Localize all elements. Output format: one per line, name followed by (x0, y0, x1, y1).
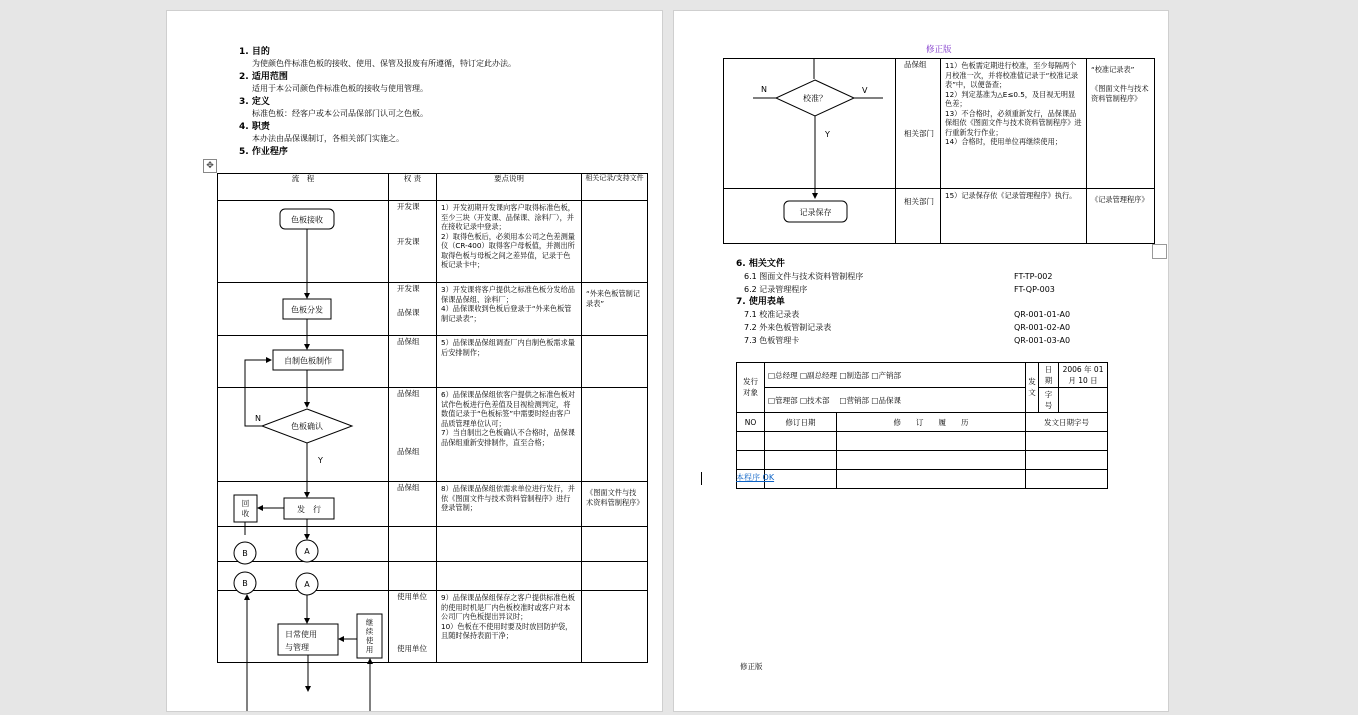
authority-cell (389, 201, 437, 283)
rev-cell[interactable] (737, 451, 765, 470)
authority-label: 品保课 (397, 308, 420, 317)
records-cell (582, 591, 648, 663)
authority-label: 品保组 (397, 389, 420, 398)
authority-label: 品保组 (397, 483, 420, 492)
description-text: 9）品保课品保组保存之客户提供标准色板的使用时机是厂内色板校准时或客户对本公司厂内色板提出异议时； 10）色板在不使用时要及时放回防护袋，且随时保持表面干净； (441, 593, 575, 640)
authority-label: 品保组 (397, 337, 420, 346)
list-item-name: 7.1 校准记录表 (744, 310, 800, 319)
send-label: 发 文 (1026, 363, 1039, 413)
description-text: 15）记录保存依《记录管理程序》执行。 (945, 191, 1077, 200)
records-cell (582, 562, 648, 591)
section-body: 本办法由品保课制订，各相关部门实施之。 (252, 134, 404, 143)
records-text: “校准记录表” 《图面文件与技术资料管制程序》 (1091, 65, 1149, 103)
header-records: 相关记录/支持文件 (582, 174, 648, 201)
description-text: 6）品保课品保组依客户提供之标准色板对试作色板进行色差值及目视检测判定，将数值记录于“色板标签”中需要时经由客户品质管理单位认可； 7）当自制出之色板确认不合格时，品保课品保组重新安排制作，直至合格； (441, 390, 575, 447)
list-item-name: 7.2 外来色板管制记录表 (744, 323, 832, 332)
description-text: 11）色板需定期进行校准，至少每隔两个月校准一次，并将校准值记录于“校准记录表”中，以便备查； 12）判定基准为△E≤0.5，及目视无明显色差； 13）不合格时，必须重新发行，品保课品保组依《图面文件与技术资料管制程序》进行重新发行作业； 14）合格时，使用单位再继续使用； (945, 61, 1082, 146)
col-no: NO (737, 413, 765, 432)
rev-cell[interactable] (765, 432, 837, 451)
description-cell (437, 388, 582, 482)
rev-cell[interactable] (837, 451, 1026, 470)
header-description: 要点说明 (437, 174, 582, 201)
header-authority: 权 责 (389, 174, 437, 201)
authority-label: 品保组 (397, 447, 420, 456)
section-title: 5. 作业程序 (239, 147, 288, 157)
revision-title: 修正版 (926, 45, 952, 55)
flow-label-receive: 色板接收 (291, 215, 323, 225)
records-cell (582, 201, 648, 283)
description-text: 5）品保课品保组调查厂内自制色板需求量后安排制作； (441, 338, 575, 357)
authority-label: 使用单位 (397, 644, 427, 653)
col-send-date: 发文日期字号 (1026, 413, 1108, 432)
description-cell (437, 591, 582, 663)
flow-label-issue: 发 行 (297, 505, 321, 514)
col-revision-history: 修 订 履 历 (837, 413, 1026, 432)
description-cell (437, 201, 582, 283)
description-cell (941, 189, 1087, 244)
section-title: 6. 相关文件 (736, 259, 785, 269)
description-cell (437, 336, 582, 388)
authority-label: 使用单位 (397, 592, 427, 601)
flow-connector-b-1-label: B (242, 549, 248, 558)
table-resize-handle[interactable] (1152, 244, 1167, 259)
authority-label: 相关部门 (904, 129, 934, 138)
list-item-code: FT-TP-002 (1014, 272, 1053, 281)
num-value (1059, 388, 1108, 413)
description-cell (437, 482, 582, 527)
flowchart-page-2 (723, 58, 895, 244)
flow-label-yes: Y (318, 456, 323, 465)
list-item-code: QR-001-02-A0 (1014, 323, 1071, 332)
table-move-handle-icon[interactable]: ✥ (203, 159, 217, 173)
records-text: 《记录管理程序》 (1091, 195, 1149, 204)
records-text (582, 566, 647, 570)
flow-label-daily-line1: 日常使用 (285, 630, 317, 639)
rev-cell[interactable] (765, 470, 837, 489)
list-item-code: QR-001-01-A0 (1014, 310, 1071, 319)
records-cell (582, 336, 648, 388)
rev-cell[interactable] (1026, 432, 1108, 451)
dist-boxes-row1: □总经理 □副总经理 □制造部 □产销部 (765, 363, 1026, 388)
authority-label: 开发课 (397, 237, 420, 246)
flow-label-continue: 继续使用 (365, 618, 374, 654)
distribution-table (736, 362, 1108, 489)
program-ok-link[interactable]: 本程序 OK (736, 473, 775, 482)
description-text: 8）品保课品保组依需求单位进行发行，并依《图面文件与技术资料管制程序》进行登录管制； (441, 484, 575, 512)
description-cell (437, 527, 582, 562)
records-cell (582, 283, 648, 336)
rev-cell[interactable] (837, 470, 1026, 489)
records-cell (1087, 59, 1155, 189)
list-item-code: FT-QP-003 (1014, 285, 1055, 294)
authority-cell (896, 189, 941, 244)
records-text: 《图面文件与技术资料管制程序》 (586, 488, 644, 507)
rev-cell[interactable] (1026, 470, 1108, 489)
records-text (582, 392, 647, 396)
list-item-code: QR-001-03-A0 (1014, 336, 1071, 345)
flow-label-confirm: 色板确认 (291, 422, 323, 431)
records-text (582, 531, 647, 535)
authority-cell (896, 59, 941, 189)
description-text: 1）开发初期开发课向客户取得标准色板，至少三块（开发课、品保课、涂料厂），并在接收记录中登录； 2）取得色板后，必须用本公司之色差测量仪（CR-400）取得客户母板值，并测出所取得色板与母板之间之差异值，记录于色板记录卡中； (441, 203, 575, 269)
flow-label-y: Y (825, 130, 830, 139)
flow-label-n: N (761, 85, 767, 94)
description-text (437, 527, 581, 531)
authority-cell (389, 562, 437, 591)
section-title: 3. 定义 (239, 97, 270, 107)
records-text (582, 205, 647, 209)
description-text (437, 562, 581, 566)
authority-cell (389, 283, 437, 336)
date-label: 日 期 (1039, 363, 1059, 388)
flowchart-page-1 (217, 173, 389, 712)
num-label: 字 号 (1039, 388, 1059, 413)
section-title: 4. 职责 (239, 122, 270, 132)
list-item-name: 6.2 记录管理程序 (744, 285, 808, 294)
records-cell (582, 482, 648, 527)
date-value: 2006 年 01 月 10 日 (1059, 363, 1108, 388)
authority-cell (389, 482, 437, 527)
section-title: 7. 使用表单 (736, 297, 785, 307)
records-text: “外来色板管制记录表” (586, 289, 641, 308)
flow-label-daily-line2: 与管理 (285, 643, 309, 652)
records-cell (582, 527, 648, 562)
flow-label-recover: 回收 (241, 499, 250, 518)
authority-cell (389, 336, 437, 388)
document-page-2 (673, 10, 1169, 712)
records-text (582, 595, 647, 599)
document-page-1 (166, 10, 663, 712)
records-cell (582, 388, 648, 482)
authority-label: 品保组 (904, 60, 927, 69)
description-text: 3）开发课将客户提供之标准色板分发给品保课品保组、涂料厂； 4）品保课收到色板后登录于“外来色板管制记录表”； (441, 285, 575, 323)
authority-cell (389, 527, 437, 562)
authority-cell (389, 388, 437, 482)
list-item-name: 7.3 色板管理卡 (744, 336, 800, 345)
rev-cell[interactable] (737, 432, 765, 451)
description-cell (437, 283, 582, 336)
flow-connector-a-1-label: A (304, 547, 310, 556)
flow-label-v: V (862, 86, 868, 95)
authority-label: 开发课 (397, 202, 420, 211)
flow-connector-b-2-label: B (242, 579, 248, 588)
rev-cell[interactable] (765, 451, 837, 470)
flow-label-no: N (255, 414, 261, 423)
authority-cell (389, 591, 437, 663)
rev-cell[interactable] (1026, 451, 1108, 470)
flow-label-distribute: 色板分发 (291, 305, 323, 315)
dist-boxes-row2: □管理部 □技术部 □营销部 □品保课 (765, 388, 1026, 413)
section-body: 为使颜色件标准色板的接收、使用、保管及报废有所遵循，特订定此办法。 (252, 59, 516, 68)
section-title: 1. 目的 (239, 47, 270, 57)
description-cell (941, 59, 1087, 189)
dist-label: 发行 对象 (737, 363, 765, 413)
flow-label-save: 记录保存 (799, 208, 832, 217)
section-body: 适用于本公司颜色件标准色板的接收与使用管理。 (252, 84, 428, 93)
flow-label-calibrate: 校准？ (803, 94, 827, 103)
flow-connector-a-2-label: A (304, 580, 310, 589)
text-cursor (701, 472, 702, 485)
header-flow: 流 程 (218, 174, 389, 201)
description-cell (437, 562, 582, 591)
records-text (582, 340, 647, 344)
authority-label: 开发课 (397, 284, 420, 293)
flow-label-make: 自制色板制作 (284, 356, 332, 366)
col-revision-date: 修订日期 (765, 413, 837, 432)
records-cell (1087, 189, 1155, 244)
rev-cell[interactable] (837, 432, 1026, 451)
section-title: 2. 适用范围 (239, 72, 288, 82)
list-item-name: 6.1 图面文件与技术资料管制程序 (744, 272, 864, 281)
section-body: 标准色板：经客户或本公司品保部门认可之色板。 (252, 109, 428, 118)
footer-revision: 修正版 (740, 662, 763, 671)
authority-label: 相关部门 (904, 197, 934, 206)
